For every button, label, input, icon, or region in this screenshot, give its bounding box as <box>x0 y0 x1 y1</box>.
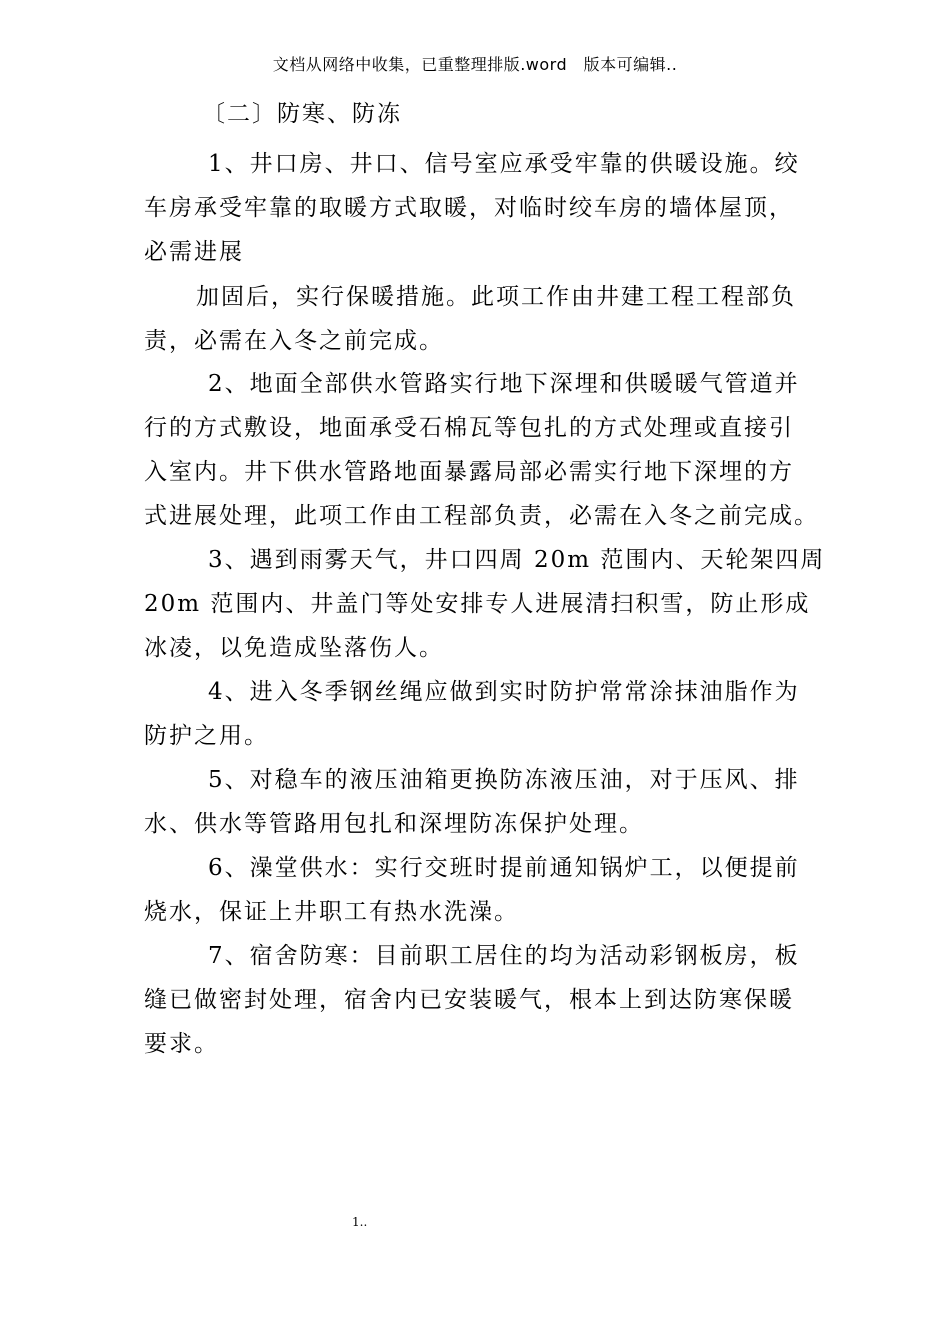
paragraph-line: 缝已做密封处理，宿舍内已安装暖气，根本上到达防寒保暖 <box>144 987 794 1013</box>
paragraph-4 <box>144 670 812 758</box>
paragraph-2 <box>144 362 819 538</box>
paragraph-5 <box>144 758 812 846</box>
paragraph-line: 7、宿舍防寒：目前职工居住的均为活动彩钢板房，板 <box>208 943 800 969</box>
header-note: 文档从网络中收集，已重整理排版.word 版本可编辑.. <box>272 55 678 74</box>
paragraph-line: 4、进入冬季钢丝绳应做到实时防护常常涂抹油脂作为 <box>208 679 800 705</box>
paragraph-1-continued <box>144 275 812 363</box>
paragraph-6 <box>144 846 812 934</box>
paragraph-line: 行的方式敷设，地面承受石棉瓦等包扎的方式处理或直接引 <box>144 415 794 441</box>
paragraph-line: 2、地面全部供水管路实行地下深埋和供暖暖气管道并 <box>208 371 800 397</box>
paragraph-line: 防护之用。 <box>144 723 269 749</box>
paragraph-line: 水、供水等管路用包扎和深埋防冻保护处理。 <box>144 811 644 837</box>
paragraph-line: 3、遇到雨雾天气，井口四周 20m 范围内、天轮架四周 <box>208 547 826 573</box>
paragraph-line: 烧水，保证上井职工有热水洗澡。 <box>144 899 519 925</box>
paragraph-line: 20m 范围内、井盖门等处安排专人进展清扫积雪，防止形成 <box>144 591 811 617</box>
section-heading: 〔二〕防寒、防冻 <box>202 101 402 127</box>
paragraph-line: 入室内。井下供水管路地面暴露局部必需实行地下深埋的方 <box>144 459 794 485</box>
paragraph-1 <box>144 142 812 274</box>
paragraph-line: 必需进展 <box>144 239 244 265</box>
page-number: 1.. <box>352 1215 368 1229</box>
paragraph-line: 式进展处理，此项工作由工程部负责，必需在入冬之前完成。 <box>144 503 819 529</box>
paragraph-line: 车房承受牢靠的取暖方式取暖，对临时绞车房的墙体屋顶， <box>144 195 794 221</box>
paragraph-line: 5、对稳车的液压油箱更换防冻液压油，对于压风、排 <box>208 767 800 793</box>
section-heading-block <box>144 92 812 136</box>
paragraph-line: 6、澡堂供水：实行交班时提前通知锅炉工，以便提前 <box>208 855 800 881</box>
paragraph-line: 责，必需在入冬之前完成。 <box>144 328 444 354</box>
paragraph-line: 要求。 <box>144 1031 219 1057</box>
paragraph-line: 加固后，实行保暖措施。此项工作由井建工程工程部负 <box>196 284 796 310</box>
paragraph-line: 冰凌，以免造成坠落伤人。 <box>144 635 444 661</box>
paragraph-3 <box>144 538 826 670</box>
paragraph-7 <box>144 934 812 1066</box>
paragraph-line: 1、井口房、井口、信号室应承受牢靠的供暖设施。绞 <box>208 151 800 177</box>
